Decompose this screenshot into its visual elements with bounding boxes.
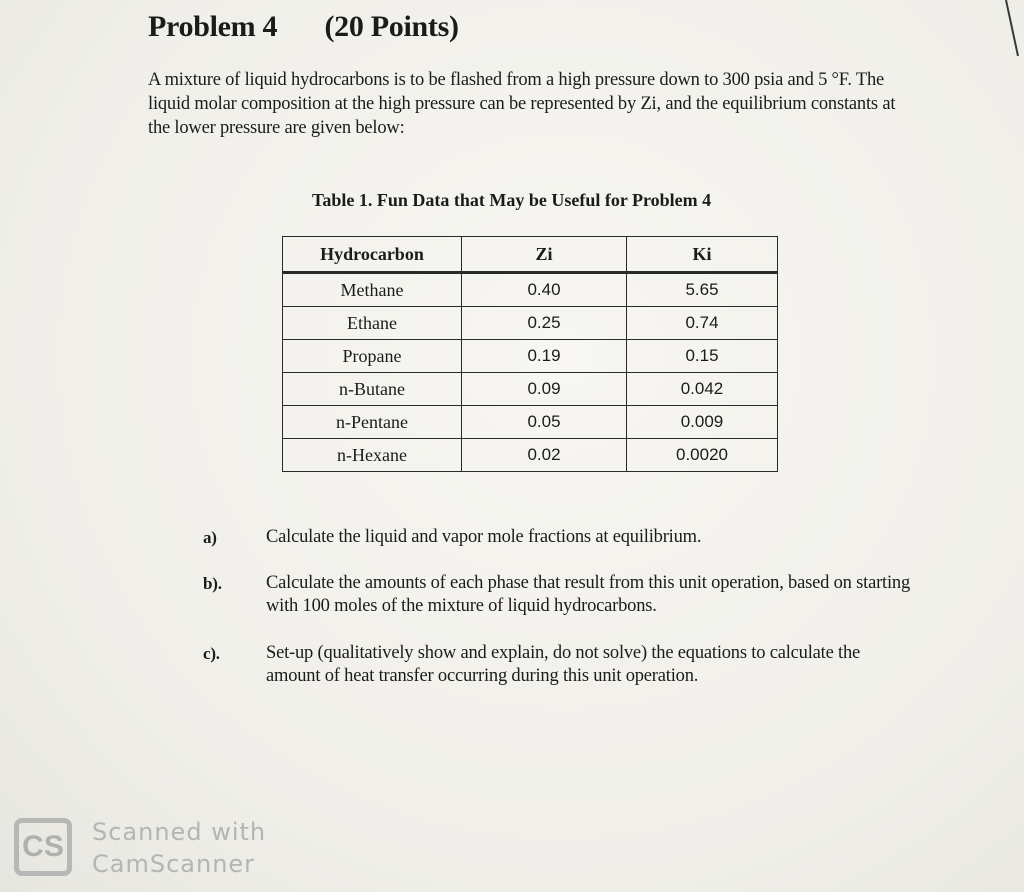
cell-zi: 0.19 xyxy=(462,340,627,373)
cell-zi: 0.02 xyxy=(462,439,627,472)
cell-ki: 5.65 xyxy=(627,273,778,307)
cell-ki: 0.74 xyxy=(627,307,778,340)
cell-hydrocarbon: Ethane xyxy=(283,307,462,340)
camscanner-logo-icon: CS xyxy=(14,818,72,876)
cell-hydrocarbon: Methane xyxy=(283,273,462,307)
data-table xyxy=(282,236,778,472)
cell-zi: 0.05 xyxy=(462,406,627,439)
cell-ki: 0.042 xyxy=(627,373,778,406)
camscanner-watermark xyxy=(92,816,266,880)
cell-zi: 0.09 xyxy=(462,373,627,406)
problem-heading xyxy=(148,10,459,44)
table-caption: Table 1. Fun Data that May be Useful for Problem 4 xyxy=(312,190,712,210)
cell-ki: 0.009 xyxy=(627,406,778,439)
table-header-row xyxy=(283,237,778,273)
header-zi: Zi xyxy=(462,237,627,273)
cell-ki: 0.0020 xyxy=(627,439,778,472)
page-edge-line xyxy=(984,0,1024,60)
cell-hydrocarbon: n-Butane xyxy=(283,373,462,406)
cell-zi: 0.40 xyxy=(462,273,627,307)
question-text: Set-up (qualitatively show and explain, do not solve) the equations to calculate the amount of heat transfer occurring during this unit operation. xyxy=(266,643,861,686)
cell-hydrocarbon: Propane xyxy=(283,340,462,373)
header-ki: Ki xyxy=(627,237,778,273)
header-hydrocarbon: Hydrocarbon xyxy=(283,237,462,273)
problem-title: Problem 4 xyxy=(148,10,278,43)
question-label: a) xyxy=(203,528,217,547)
cell-ki: 0.15 xyxy=(627,340,778,373)
table-row xyxy=(283,439,778,472)
question-label: b). xyxy=(203,574,222,593)
cell-hydrocarbon: n-Pentane xyxy=(283,406,462,439)
table-row xyxy=(283,406,778,439)
question-text: Calculate the amounts of each phase that result from this unit operation, based on starting with 100 moles of the mixture of liquid hydrocarbons. xyxy=(266,573,911,616)
problem-points: (20 Points) xyxy=(324,10,459,43)
watermark-line-1: Scanned with xyxy=(92,818,267,846)
question-text: Calculate the liquid and vapor mole fractions at equilibrium. xyxy=(266,527,702,547)
cell-zi: 0.25 xyxy=(462,307,627,340)
table-row xyxy=(283,307,778,340)
table-row xyxy=(283,273,778,307)
cell-hydrocarbon: n-Hexane xyxy=(283,439,462,472)
watermark-line-2: CamScanner xyxy=(92,850,256,878)
question-label: c). xyxy=(203,644,220,663)
problem-intro: A mixture of liquid hydrocarbons is to be flashed from a high pressure down to 300 psia and 5 °F. The liquid molar composition at the high pressure can be represented by Zi, and the equilibrium constants at the lower pressure are given below: xyxy=(148,70,896,138)
table-row xyxy=(283,340,778,373)
table-row xyxy=(283,373,778,406)
